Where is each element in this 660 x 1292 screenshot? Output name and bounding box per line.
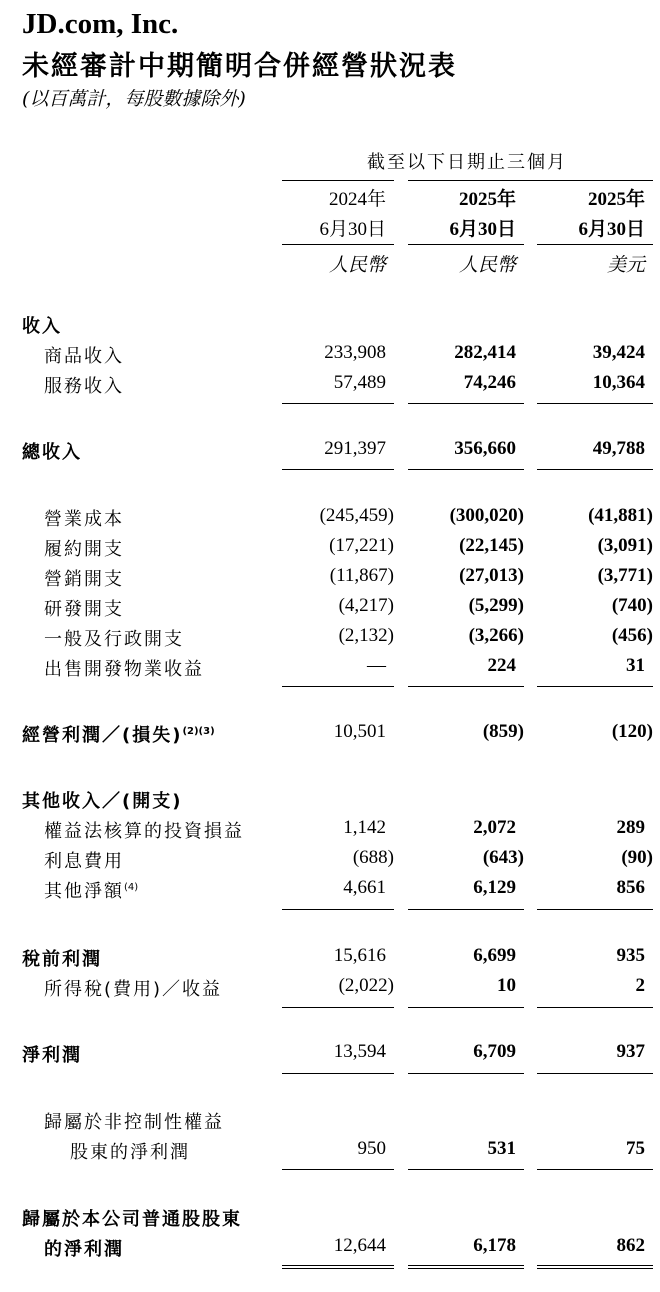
gain-property-2025-rmb: 224 xyxy=(487,655,516,676)
operating-income-label: 經營利潤／(損失)$^{(2)(3)}$ xyxy=(22,725,215,746)
net-2024: 13,594 xyxy=(333,1041,386,1062)
gain-property-2024: — xyxy=(367,655,386,676)
others-net-2025-rmb: 6,129 xyxy=(473,877,516,898)
interest-2025-rmb: (643) xyxy=(482,847,524,868)
fulfillment-2025-usd: (3,091) xyxy=(597,535,653,556)
period-header: 截至以下日期止三個月 xyxy=(367,152,567,173)
total-revenues-label: 總收入 xyxy=(22,442,82,463)
tax-2025-usd: 2 xyxy=(635,975,645,996)
rule xyxy=(408,1073,524,1074)
col3-year: 2025年 xyxy=(587,189,645,210)
rnd-label: 研發開支 xyxy=(44,599,124,620)
rule xyxy=(282,469,394,470)
rnd-2024: (4,217) xyxy=(338,595,394,616)
nci-label-line2: 股東的淨利潤 xyxy=(70,1142,190,1163)
rule xyxy=(537,686,653,687)
nci-2024: 950 xyxy=(357,1138,386,1159)
rule xyxy=(408,1169,524,1170)
rule xyxy=(537,1169,653,1170)
others-net-label: 其他淨額$^{(4)}$ xyxy=(44,881,139,902)
operating-2024: 10,501 xyxy=(333,721,386,742)
nci-label-line1: 歸屬於非控制性權益 xyxy=(44,1112,224,1133)
marketing-label: 營銷開支 xyxy=(44,569,124,590)
pretax-2025-rmb: 6,699 xyxy=(473,945,516,966)
total-revenues-2025-usd: 49,788 xyxy=(592,438,645,459)
tax-2025-rmb: 10 xyxy=(497,975,516,996)
col3-date: 6月30日 xyxy=(578,219,645,240)
ga-2025-usd: (456) xyxy=(611,625,653,646)
company-name: JD.com, Inc. xyxy=(22,8,179,40)
nci-2025-rmb: 531 xyxy=(487,1138,516,1159)
rule xyxy=(537,909,653,910)
ordinary-2025-rmb: 6,178 xyxy=(473,1235,516,1256)
rule xyxy=(537,469,653,470)
col2-year: 2025年 xyxy=(458,189,516,210)
rule xyxy=(282,403,394,404)
rule xyxy=(408,1007,524,1008)
rule xyxy=(282,686,394,687)
col2-currency: 人民幣 xyxy=(458,254,516,276)
tax-2024: (2,022) xyxy=(338,975,394,996)
cost-2025-usd: (41,881) xyxy=(588,505,653,526)
statement-title: 未經審計中期簡明合併經營狀況表 xyxy=(22,51,457,82)
fulfillment-2025-rmb: (22,145) xyxy=(459,535,524,556)
operating-2025-usd: (120) xyxy=(611,721,653,742)
date-rule-col2 xyxy=(408,244,524,245)
marketing-2025-usd: (3,771) xyxy=(597,565,653,586)
product-2025-usd: 39,424 xyxy=(592,342,645,363)
ordinary-2024: 12,644 xyxy=(333,1235,386,1256)
date-rule-col1 xyxy=(282,244,394,245)
rule xyxy=(408,469,524,470)
cost-2024: (245,459) xyxy=(319,505,394,526)
product-2024: 233,908 xyxy=(324,342,386,363)
income-tax-label: 所得稅(費用)／收益 xyxy=(44,979,223,1000)
double-rule xyxy=(282,1265,394,1269)
total-revenues-2024: 291,397 xyxy=(324,438,386,459)
product-revenues-label: 商品收入 xyxy=(44,346,124,367)
service-2025-usd: 10,364 xyxy=(592,372,645,393)
rule xyxy=(408,686,524,687)
ordinary-label-line1: 歸屬於本公司普通股股東 xyxy=(22,1209,242,1230)
date-rule-col3 xyxy=(537,244,653,245)
cost-of-revenues-label: 營業成本 xyxy=(44,509,124,530)
rule xyxy=(282,909,394,910)
equity-method-2024: 1,142 xyxy=(343,817,386,838)
header-rule-col23 xyxy=(408,180,653,181)
rule xyxy=(537,1073,653,1074)
service-2024: 57,489 xyxy=(333,372,386,393)
interest-2024: (688) xyxy=(352,847,394,868)
col1-date: 6月30日 xyxy=(319,219,386,240)
others-net-2024: 4,661 xyxy=(343,877,386,898)
interest-2025-usd: (90) xyxy=(621,847,653,868)
ga-label: 一般及行政開支 xyxy=(44,629,184,650)
interest-expense-label: 利息費用 xyxy=(44,851,124,872)
rule xyxy=(282,1169,394,1170)
revenues-heading: 收入 xyxy=(22,316,62,337)
header-rule-col1 xyxy=(282,180,394,181)
double-rule xyxy=(537,1265,653,1269)
fulfillment-label: 履約開支 xyxy=(44,539,124,560)
ordinary-label-line2: 的淨利潤 xyxy=(44,1239,124,1260)
cost-2025-rmb: (300,020) xyxy=(449,505,524,526)
net-2025-rmb: 6,709 xyxy=(473,1041,516,1062)
rnd-2025-rmb: (5,299) xyxy=(468,595,524,616)
total-revenues-2025-rmb: 356,660 xyxy=(454,438,516,459)
col2-date: 6月30日 xyxy=(449,219,516,240)
equity-method-label: 權益法核算的投資損益 xyxy=(44,821,244,842)
rule xyxy=(537,403,653,404)
rule xyxy=(537,1007,653,1008)
ga-2024: (2,132) xyxy=(338,625,394,646)
product-2025-rmb: 282,414 xyxy=(454,342,516,363)
marketing-2025-rmb: (27,013) xyxy=(459,565,524,586)
pretax-income-label: 稅前利潤 xyxy=(22,949,102,970)
col3-currency: 美元 xyxy=(606,254,645,276)
net-income-label: 淨利潤 xyxy=(22,1045,82,1066)
ga-2025-rmb: (3,266) xyxy=(468,625,524,646)
equity-method-2025-usd: 289 xyxy=(616,817,645,838)
rule xyxy=(282,1007,394,1008)
ordinary-2025-usd: 862 xyxy=(616,1235,645,1256)
other-income-heading: 其他收入／(開支) xyxy=(22,791,183,812)
rule xyxy=(408,909,524,910)
rule xyxy=(408,403,524,404)
marketing-2024: (11,867) xyxy=(329,565,394,586)
rnd-2025-usd: (740) xyxy=(611,595,653,616)
gain-property-label: 出售開發物業收益 xyxy=(44,659,204,680)
service-2025-rmb: 74,246 xyxy=(463,372,516,393)
nci-2025-usd: 75 xyxy=(626,1138,645,1159)
pretax-2024: 15,616 xyxy=(333,945,386,966)
col1-currency: 人民幣 xyxy=(328,254,386,276)
net-2025-usd: 937 xyxy=(616,1041,645,1062)
others-net-2025-usd: 856 xyxy=(616,877,645,898)
double-rule xyxy=(408,1265,524,1269)
fulfillment-2024: (17,221) xyxy=(329,535,394,556)
equity-method-2025-rmb: 2,072 xyxy=(473,817,516,838)
operating-2025-rmb: (859) xyxy=(482,721,524,742)
rule xyxy=(282,1073,394,1074)
service-revenues-label: 服務收入 xyxy=(44,376,124,397)
gain-property-2025-usd: 31 xyxy=(626,655,645,676)
statement-subtitle: (以百萬計，每股數據除外) xyxy=(22,88,246,110)
col1-year: 2024年 xyxy=(328,189,386,210)
pretax-2025-usd: 935 xyxy=(616,945,645,966)
